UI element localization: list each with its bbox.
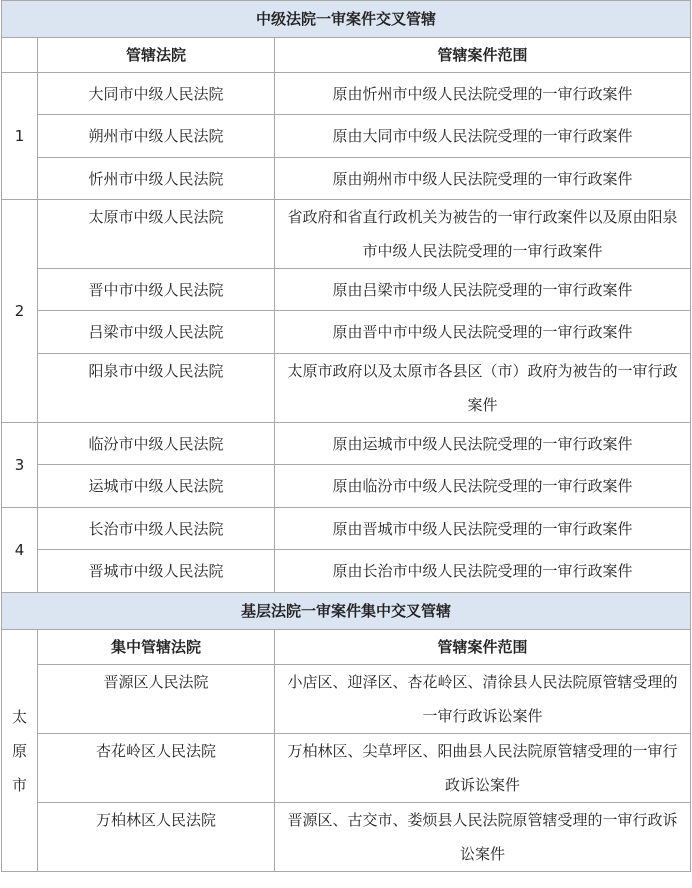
col-scope-header: 管辖案件范围 bbox=[275, 630, 691, 665]
case-scope: 原由临汾市中级人民法院受理的一审行政案件 bbox=[275, 465, 691, 508]
case-scope: 原由晋中市中级人民法院受理的一审行政案件 bbox=[275, 311, 691, 354]
court-name: 阳泉市中级人民法院 bbox=[38, 354, 275, 423]
section2-title: 基层法院一审案件集中交叉管辖 bbox=[2, 593, 691, 630]
table-row bbox=[2, 550, 691, 593]
table-row bbox=[2, 158, 691, 200]
court-name: 大同市中级人民法院 bbox=[38, 73, 275, 115]
group-number: 2 bbox=[2, 200, 38, 423]
case-scope: 原由吕梁市中级人民法院受理的一审行政案件 bbox=[275, 269, 691, 311]
table-row bbox=[2, 311, 691, 354]
case-scope: 省政府和省直行政机关为被告的一审行政案件以及原由阳泉市中级人民法院受理的一审行政案件 bbox=[275, 200, 691, 269]
court-name: 朔州市中级人民法院 bbox=[38, 115, 275, 158]
court-name: 晋源区人民法院 bbox=[38, 665, 275, 734]
case-scope: 原由长治市中级人民法院受理的一审行政案件 bbox=[275, 550, 691, 593]
group-number: 3 bbox=[2, 423, 38, 508]
court-name: 运城市中级人民法院 bbox=[38, 465, 275, 508]
city-char: 太 bbox=[11, 707, 27, 726]
court-name: 万柏林区人民法院 bbox=[38, 803, 275, 872]
court-name: 晋城市中级人民法院 bbox=[38, 550, 275, 593]
table-row bbox=[2, 465, 691, 508]
court-name: 晋中市中级人民法院 bbox=[38, 269, 275, 311]
table-row bbox=[2, 269, 691, 311]
case-scope: 晋源区、古交市、娄烦县人民法院原管辖受理的一审行政诉讼案件 bbox=[275, 803, 691, 872]
city-char: 市 bbox=[11, 775, 27, 794]
case-scope: 原由忻州市中级人民法院受理的一审行政案件 bbox=[275, 73, 691, 115]
col-court-header: 管辖法院 bbox=[38, 38, 275, 73]
court-name: 杏花岭区人民法院 bbox=[38, 734, 275, 803]
group-number: 4 bbox=[2, 508, 38, 593]
case-scope: 万柏林区、尖草坪区、阳曲县人民法院原管辖受理的一审行政诉讼案件 bbox=[275, 734, 691, 803]
section1-title: 中级法院一审案件交叉管辖 bbox=[2, 1, 691, 38]
city-char: 原 bbox=[11, 741, 27, 760]
table-row bbox=[2, 508, 691, 550]
col-court-header: 集中管辖法院 bbox=[38, 630, 275, 665]
table-row bbox=[2, 115, 691, 158]
case-scope: 原由朔州市中级人民法院受理的一审行政案件 bbox=[275, 158, 691, 200]
table-row bbox=[2, 354, 691, 423]
court-name: 长治市中级人民法院 bbox=[38, 508, 275, 550]
court-name: 吕梁市中级人民法院 bbox=[38, 311, 275, 354]
group-number: 1 bbox=[2, 73, 38, 200]
court-name: 忻州市中级人民法院 bbox=[38, 158, 275, 200]
table-row bbox=[2, 665, 691, 734]
case-scope: 小店区、迎泽区、杏花岭区、清徐县人民法院原管辖受理的一审行政诉讼案件 bbox=[275, 665, 691, 734]
case-scope: 太原市政府以及太原市各县区（市）政府为被告的一审行政案件 bbox=[275, 354, 691, 423]
case-scope: 原由晋城市中级人民法院受理的一审行政案件 bbox=[275, 508, 691, 550]
court-name: 太原市中级人民法院 bbox=[38, 200, 275, 269]
city-label bbox=[2, 630, 38, 872]
jurisdiction-table bbox=[1, 0, 691, 872]
table-row bbox=[2, 734, 691, 803]
court-name: 临汾市中级人民法院 bbox=[38, 423, 275, 465]
col-scope-header: 管辖案件范围 bbox=[275, 38, 691, 73]
case-scope: 原由运城市中级人民法院受理的一审行政案件 bbox=[275, 423, 691, 465]
table-row bbox=[2, 803, 691, 872]
table-row bbox=[2, 200, 691, 269]
table-row bbox=[2, 73, 691, 115]
case-scope: 原由大同市中级人民法院受理的一审行政案件 bbox=[275, 115, 691, 158]
table-row bbox=[2, 423, 691, 465]
